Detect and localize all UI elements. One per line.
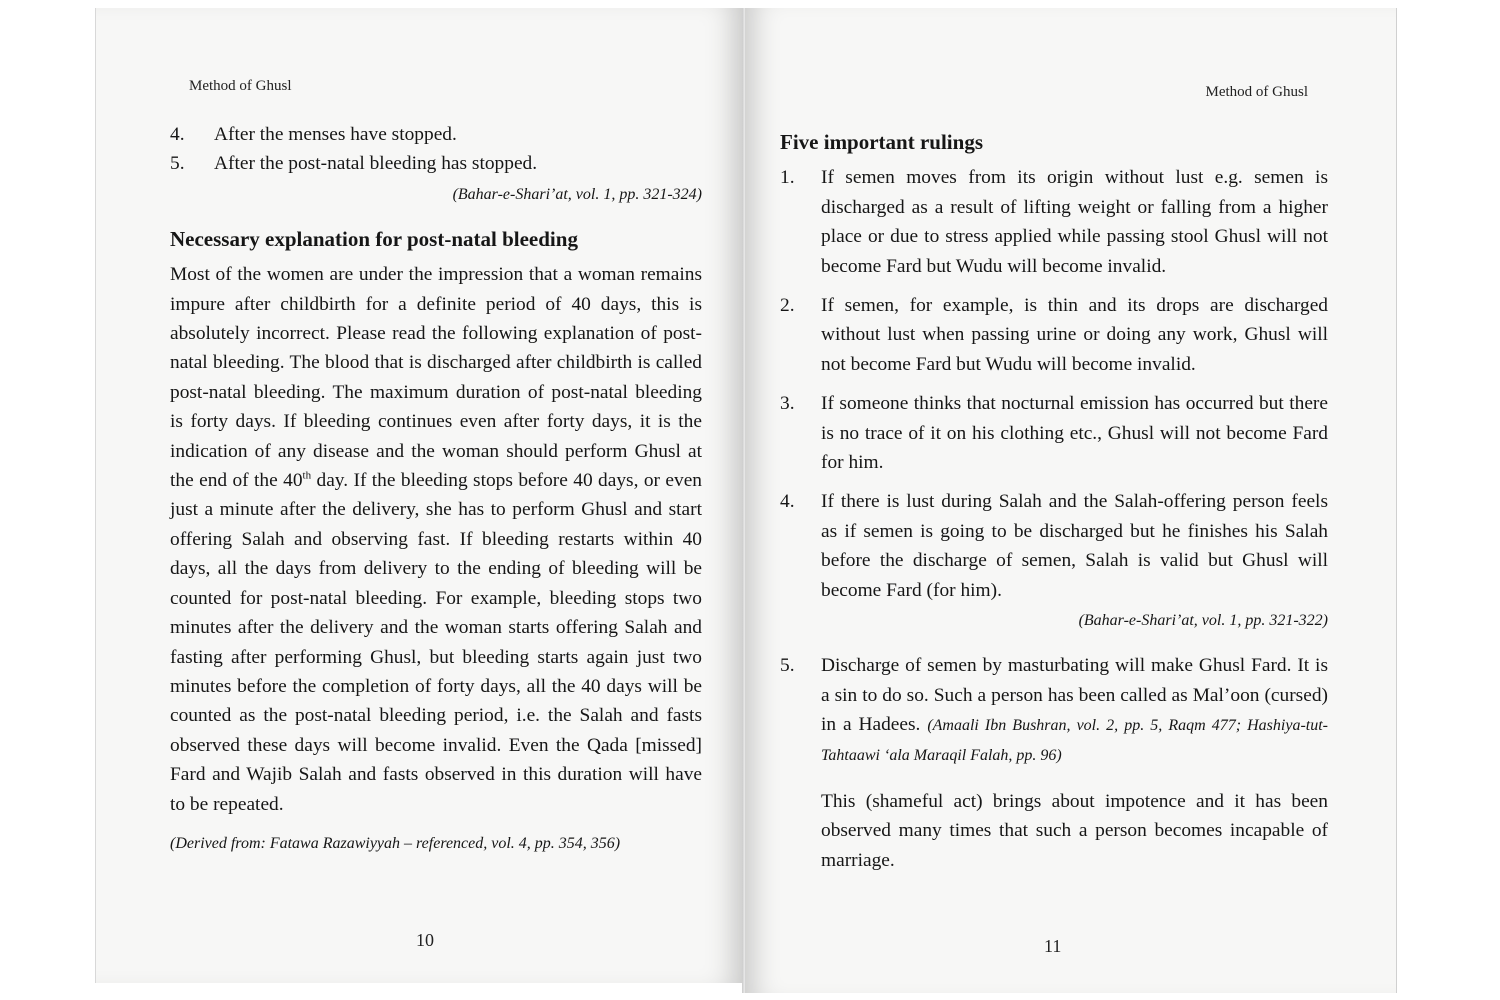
ruling-text: If semen moves from its origin without lust e.g. semen is discharged as a result of lifting weight or falling from a higher place or due to stress applied while passing stool Ghusl will not become Fard but Wudu will become invalid. xyxy=(821,167,1328,277)
left-page-content xyxy=(170,120,702,858)
list-item xyxy=(170,149,702,178)
citation: (Bahar-e-Shari’at, vol. 1, pp. 321-322) xyxy=(1078,612,1328,630)
ordinal-suffix: th xyxy=(302,469,312,482)
paragraph-text: Most of the women are under the impression that a woman remains impure after childbirth for a definite period of 40 days, this is absolutely incorrect. Please read the following explanation of post-natal bleeding. The blood that is discharged after childbirth is called post-natal bleeding. The maximum duration of post-natal bleeding is forty days. If bleeding continues even after forty days, it is the indication of any disease and the woman should perform Ghusl at the end of the 40 xyxy=(170,264,702,492)
ruling-5-text: Discharge of semen by masturbating will make Ghusl Fard. It is a sin to do so. Such a person has been called as Mal’oon (cursed) in a Hadees. xyxy=(821,655,1328,735)
section-heading: Five important rulings xyxy=(780,130,983,154)
right-page-content xyxy=(780,128,1328,875)
citation: (Bahar-e-Shari’at, vol. 1, pp. 321-324) xyxy=(452,185,702,203)
ruling-number: 2. xyxy=(780,295,795,317)
closing-paragraph: This (shameful act) brings about impotence and it has been observed many times that such a person becomes incapable of marriage. xyxy=(821,790,1328,871)
ruling-text: If someone thinks that nocturnal emission has occurred but there is no trace of it on his clothing etc., Ghusl will not become Fard for him. xyxy=(821,393,1328,474)
page-number: 11 xyxy=(1044,936,1062,956)
paragraph-text-cont: day. If the bleeding stops before 40 days, or even just a minute after the delivery, she has to perform Ghusl and start offering Salah and observing fast. If bleeding restarts within 40 days, all the days from delivery to the ending of bleeding will be counted for post-natal bleeding. For example, bleeding stops two minutes after the delivery and the woman starts offering Salah and fasting after performing Ghusl, but bleeding starts again just two minutes before the completion of forty days, all the 40 days will be counted as the post-natal bleeding period, i.e. the Salah and fasts observed these days will become invalid. Even the Qada [missed] Fard and Wajib Salah and fasts observed in this duration will have to be repeated. xyxy=(170,470,702,815)
running-head-left: Method of Ghusl xyxy=(189,78,292,94)
list-number: 4. xyxy=(170,124,185,145)
ruling-item xyxy=(780,651,1328,771)
page-number: 10 xyxy=(416,930,434,950)
ruling-text xyxy=(821,651,1328,771)
ruling-item xyxy=(780,291,1328,379)
ruling-item xyxy=(780,487,1328,605)
ruling-number: 3. xyxy=(780,393,795,415)
left-page xyxy=(95,8,745,983)
body-paragraph xyxy=(170,260,702,819)
ruling-number: 1. xyxy=(780,167,795,189)
inline-citation: (Amaali Ibn Bushran, vol. 2, pp. 5, Raqm 477; Hashiya-tut-Tahtaawi ‘ala Maraqil Falah, pp. 96) xyxy=(821,716,1328,765)
list-text: After the menses have stopped. xyxy=(214,124,457,145)
citation: (Derived from: Fatawa Razawiyyah – referenced, vol. 4, pp. 354, 356) xyxy=(170,834,621,852)
ruling-text: If there is lust during Salah and the Salah-offering person feels as if semen is going to be discharged but he finishes his Salah before the discharge of semen, Salah is valid but Ghusl will become Fard (for him). xyxy=(821,491,1328,601)
list-number: 5. xyxy=(170,153,185,175)
section-heading: Necessary explanation for post-natal bleeding xyxy=(170,226,578,251)
ruling-number: 5. xyxy=(780,655,795,677)
right-page xyxy=(745,8,1397,993)
ruling-item xyxy=(780,163,1328,281)
list-text: After the post-natal bleeding has stopped. xyxy=(214,153,538,175)
ruling-text: If semen, for example, is thin and its drops are discharged without lust when passing urine or doing any work, Ghusl will not become Fard but Wudu will become invalid. xyxy=(821,295,1328,375)
ruling-number: 4. xyxy=(780,491,795,513)
ruling-item xyxy=(780,389,1328,477)
list-item xyxy=(170,120,702,149)
running-head-right: Method of Ghusl xyxy=(1205,84,1308,100)
